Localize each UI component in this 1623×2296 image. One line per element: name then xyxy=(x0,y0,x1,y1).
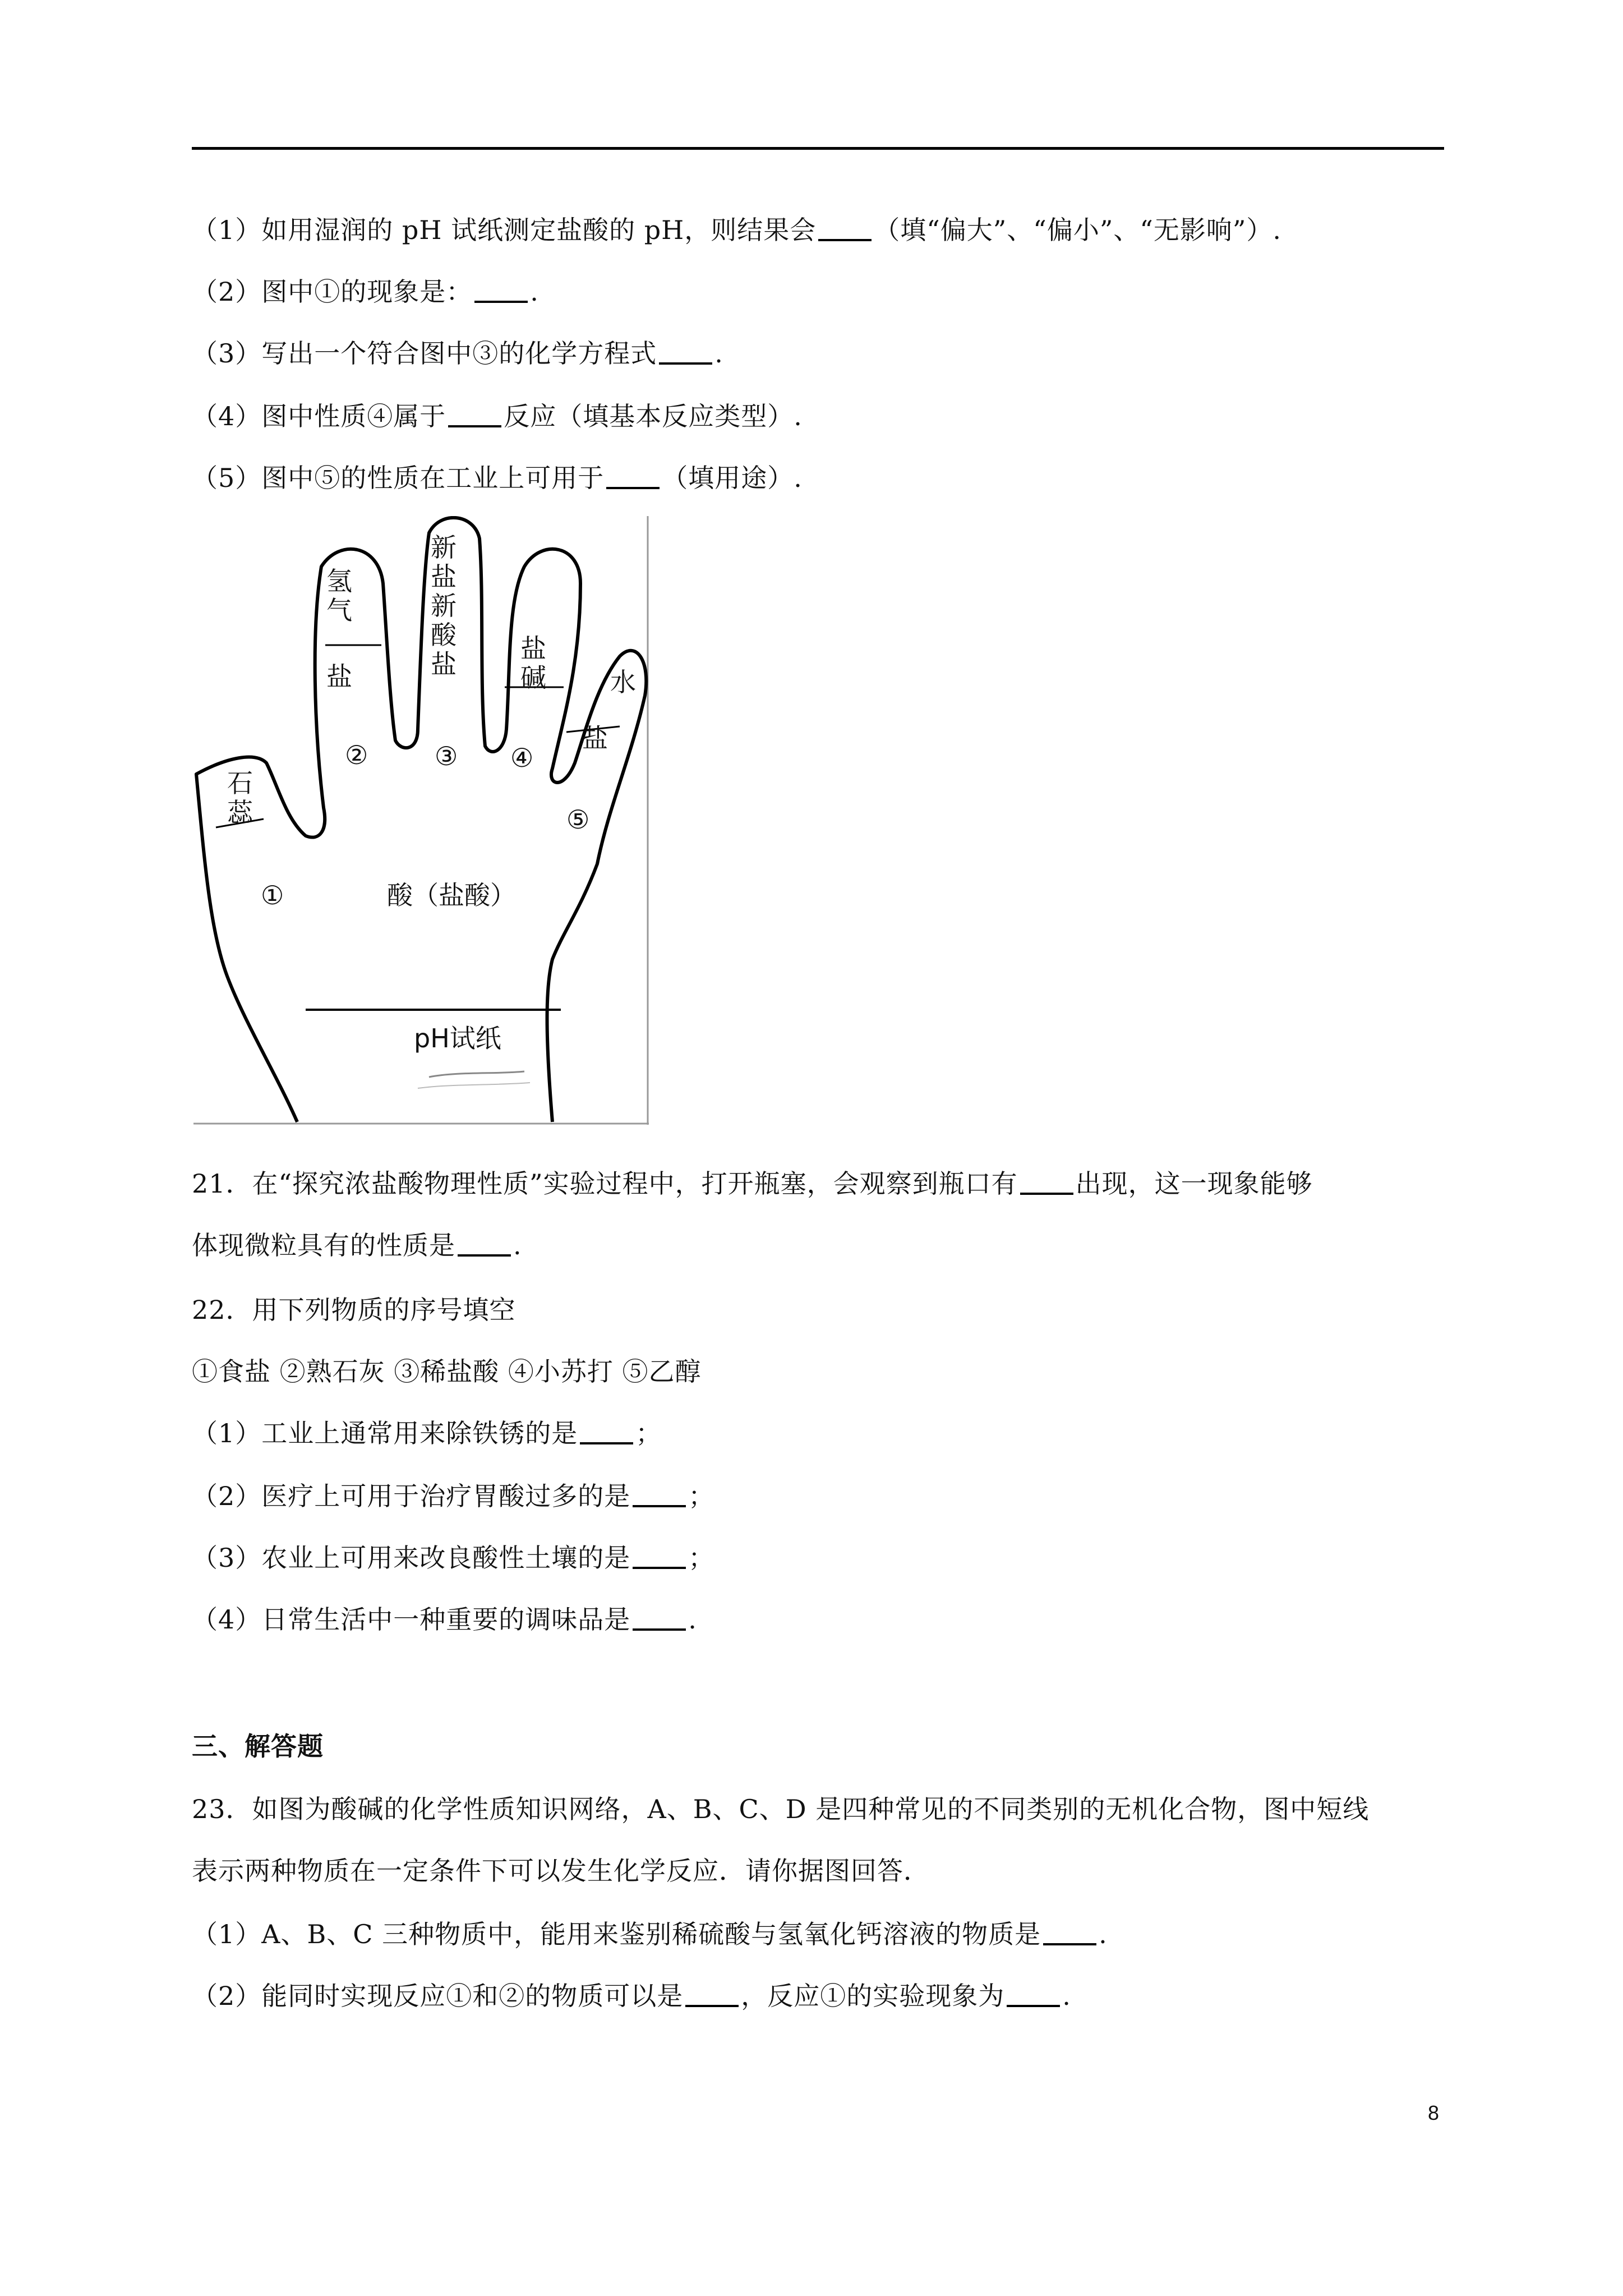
q21-text-d: . xyxy=(513,1230,522,1260)
answer-blank[interactable] xyxy=(448,425,501,427)
q23-item-1 xyxy=(192,1917,1108,1951)
answer-blank[interactable] xyxy=(458,1254,511,1257)
q20-item-4-text-a: （4）图中性质④属于 xyxy=(192,401,446,431)
q23-item-2-text-c: . xyxy=(1062,1981,1071,2011)
q20-item-5-text-a: （5）图中⑤的性质在工业上可用于 xyxy=(192,463,605,493)
q20-item-3-text-b: . xyxy=(714,338,723,369)
ring-finger-label: 盐碱 xyxy=(520,633,546,693)
q20-item-2-text-a: （2）图中①的现象是： xyxy=(192,277,473,307)
q20-item-3 xyxy=(192,337,723,370)
q20-item-2-text-b: . xyxy=(530,277,539,307)
hand-diagram xyxy=(193,516,649,1125)
q22-item-3-text-b: ； xyxy=(688,1543,715,1573)
q20-item-4 xyxy=(192,399,803,433)
q22-item-2-text-a: （2）医疗上可用于治疗胃酸过多的是 xyxy=(192,1481,631,1511)
q20-item-2 xyxy=(192,275,539,309)
answer-blank[interactable] xyxy=(633,1628,686,1631)
marker-2: ② xyxy=(345,740,368,770)
answer-blank[interactable] xyxy=(1007,2005,1060,2007)
thumb-label: 石蕊 xyxy=(227,768,253,827)
q22-item-4-text-a: （4）日常生活中一种重要的调味品是 xyxy=(192,1604,631,1635)
q22-item-1-text-a: （1）工业上通常用来除铁锈的是 xyxy=(192,1418,578,1448)
q20-item-4-text-b: 反应（填基本反应类型）. xyxy=(504,401,803,431)
wrist-label: pH试纸 xyxy=(414,1023,501,1053)
q22-item-2 xyxy=(192,1479,714,1513)
q22-item-1 xyxy=(192,1416,662,1450)
q22-options: ①食盐 ②熟石灰 ③稀盐酸 ④小苏打 ⑤乙醇 xyxy=(192,1356,702,1387)
q23-line-2: 表示两种物质在一定条件下可以发生化学反应．请你据图回答． xyxy=(192,1856,930,1886)
q23-item-2 xyxy=(192,1979,1071,2013)
q23-item-1-text-b: . xyxy=(1099,1919,1108,1949)
q20-item-5 xyxy=(192,461,803,495)
answer-blank[interactable] xyxy=(633,1505,686,1507)
q23-item-2-text-a: （2）能同时实现反应①和②的物质可以是 xyxy=(192,1981,684,2011)
marker-4: ④ xyxy=(510,743,534,773)
marker-1: ① xyxy=(261,880,284,910)
header-rule xyxy=(192,147,1444,150)
q20-item-1-text-a: （1）如用湿润的 pH 试纸测定盐酸的 pH，则结果会 xyxy=(192,215,817,245)
index-finger-base-label: 盐 xyxy=(326,661,352,692)
marker-5: ⑤ xyxy=(566,804,590,835)
q21-line-1 xyxy=(192,1167,1313,1200)
q22-item-1-text-b: ； xyxy=(635,1418,662,1448)
q21-text-b: 出现，这一现象能够 xyxy=(1075,1168,1313,1199)
q20-item-1-text-b: （填“偏大”、“偏小”、“无影响”）. xyxy=(874,215,1281,245)
answer-blank[interactable] xyxy=(1020,1193,1073,1195)
page-number: 8 xyxy=(1428,2101,1440,2124)
q22-title: 22．用下列物质的序号填空 xyxy=(192,1295,516,1325)
answer-blank[interactable] xyxy=(685,2005,739,2007)
index-finger-label: 氢气 xyxy=(326,566,352,625)
pinky-top-label: 水 xyxy=(610,667,636,697)
q23-line-1: 23．如图为酸碱的化学性质知识网络，A、B、C、D 是四种常见的不同类别的无机化合物，图中短线 xyxy=(192,1794,1370,1824)
q21-line-2 xyxy=(192,1228,522,1262)
answer-blank[interactable] xyxy=(474,301,528,303)
q23-item-2-text-b: ，反应①的实验现象为 xyxy=(741,1981,1005,2011)
middle-finger-label: 新盐新酸盐 xyxy=(431,532,457,679)
q23-item-1-text-a: （1）A、B、C 三种物质中，能用来鉴别稀硫酸与氢氧化钙溶液的物质是 xyxy=(192,1919,1041,1949)
q22-item-4-text-b: . xyxy=(688,1604,697,1635)
answer-blank[interactable] xyxy=(659,362,712,365)
q20-item-3-text-a: （3）写出一个符合图中③的化学方程式 xyxy=(192,338,657,369)
marker-3: ③ xyxy=(435,741,458,771)
pinky-base-label: 盐 xyxy=(582,723,608,753)
answer-blank[interactable] xyxy=(633,1567,686,1569)
section-heading: 三、解答题 xyxy=(192,1731,324,1761)
q21-text-c: 体现微粒具有的性质是 xyxy=(192,1230,455,1260)
q22-item-3 xyxy=(192,1541,714,1575)
q22-item-4 xyxy=(192,1603,697,1636)
answer-blank[interactable] xyxy=(1043,1943,1096,1945)
answer-blank[interactable] xyxy=(818,239,872,241)
q22-item-2-text-b: ； xyxy=(688,1481,715,1511)
q22-item-3-text-a: （3）农业上可用来改良酸性土壤的是 xyxy=(192,1543,631,1573)
answer-blank[interactable] xyxy=(606,487,660,489)
q21-text-a: 21．在“探究浓盐酸物理性质”实验过程中，打开瓶塞，会观察到瓶口有 xyxy=(192,1168,1018,1199)
palm-label: 酸（盐酸） xyxy=(387,880,516,910)
answer-blank[interactable] xyxy=(580,1442,633,1444)
q20-item-5-text-b: （填用途）. xyxy=(662,463,803,493)
q20-item-1 xyxy=(192,213,1281,247)
